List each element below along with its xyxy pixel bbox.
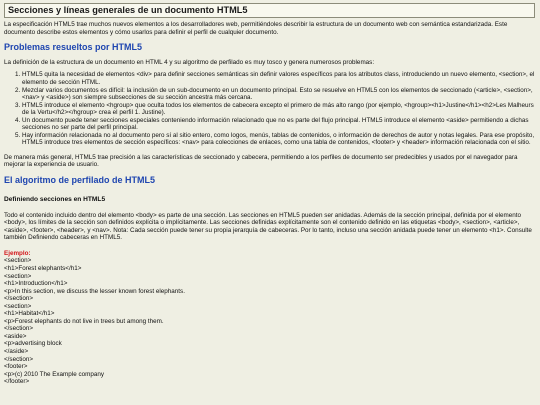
code-line: <h1>Introduction</h1> xyxy=(4,280,68,288)
code-line: <h1>Forest elephants</h1> xyxy=(4,265,82,273)
page-title: Secciones y líneas generales de un documento HTML5 xyxy=(8,5,248,15)
algorithm-heading: El algoritmo de perfilado de HTML5 xyxy=(4,175,156,186)
code-line: <footer> xyxy=(4,363,28,371)
title-box xyxy=(4,3,535,18)
problems-list xyxy=(4,71,535,146)
problems-heading: Problemas resueltos por HTML5 xyxy=(4,42,143,53)
problems-lead: La definición de la estructura de un documento en HTML 4 y su algoritmo de perfilado es muy tosco y genera numerosos problemas: xyxy=(4,58,375,66)
problem-item: 1. HTML5 quita la necesidad de elementos <div> para definir secciones semánticas sin definir valores específicos para los atributos class, introduciendo un nuevo elemento, <section>, el elemento de sección HTML. xyxy=(22,71,535,86)
algorithm-body: Todo el contenido incluido dentro del elemento <body> es parte de una sección. Las secciones en HTML5 pueden ser anidadas. Además de la sección principal, definida por el elemento <body>, los límites de la sección son definidos explícita o implícitamente. Las secciones definidas explícitamente son el contenido definido en las etiquetas <body>, <section>, <article>, <aside>, <footer>, <header>, y <nav>. Nota: Cada sección puede tener su propia jerarquía de cabeceras. Por lo tanto, incluso una sección anidada puede tener un elemento <h1>. Consulte también Definiendo cabeceras en HTML5. xyxy=(4,211,532,242)
code-line: <p>(c) 2010 The Example company xyxy=(4,370,104,378)
problem-item: 2. Mezclar varios documentos es difícil: la inclusión de un sub-documento en un documento principal. Esto se resuelve en HTML5 con los elementos de seccionado (<article>, <section>, <nav> y <aside>) son siempre subsecciones de su sección ancestra más cercana. xyxy=(22,87,535,102)
code-line: </section> xyxy=(4,295,34,303)
problem-item: 5. Hay información relacionada no al documento pero sí al sitio entero, como logos, menús, tablas de contenidos, o información de derechos de autor y notas legales. Para ese propósito, HTML5 introduce tres elementos de sección específicos: <nav> para colecciones de enlaces, como una tabla de contenidos, <footer> y <header> información relacionada con el sitio. xyxy=(22,132,535,147)
code-line: </section> xyxy=(4,355,34,363)
code-line: </section> xyxy=(4,325,34,333)
code-line: <section> xyxy=(4,302,32,310)
algorithm-subheading: Definiendo secciones en HTML5 xyxy=(4,195,106,203)
code-example xyxy=(4,257,535,385)
problems-closing: De manera más general, HTML5 trae precisión a las características de seccionado y cabecera, permitiendo a los perfiles de documento ser predecibles y usados por el navegador para mejorar la experiencia de usuario. xyxy=(4,153,518,169)
code-line: <p>Forest elephants do not live in trees but among them. xyxy=(4,317,164,325)
code-line: <section> xyxy=(4,257,32,265)
code-line: <section> xyxy=(4,272,32,280)
problem-item: 4. Un documento puede tener secciones especiales conteniendo información relacionado que no es parte del flujo principal. HTML5 introduce el elemento <aside> permitiendo a dichas secciones no ser parte del perfil principal. xyxy=(22,117,535,132)
example-label: Ejemplo: xyxy=(4,249,31,257)
intro-paragraph: La especificación HTML5 trae muchos nuevos elementos a los desarrolladores web, permitiéndoles describir la estructura de un documento web con semántica estandarizada. Este documento describe estos elementos y cómo usarlos para definir el perfil de cualquier documento. xyxy=(4,21,508,36)
code-line: <aside> xyxy=(4,332,27,340)
code-line: </footer> xyxy=(4,378,30,386)
code-line: </aside> xyxy=(4,348,29,356)
code-line: <p>advertising block xyxy=(4,340,62,348)
code-line: <p>In this section, we discuss the lesser known forest elephants. xyxy=(4,287,185,295)
problem-item: 3. HTML5 introduce el elemento <hgroup> que oculta todos los elementos de cabecera excepto el primero de más alto rango (por ejemplo, <hgroup><h1>Justine</h1><h2>Les Malheurs de la Vertu</h2></hgroup> crea el perfil 1. Justine). xyxy=(22,102,535,117)
code-line: <h1>Habitat</h1> xyxy=(4,310,55,318)
